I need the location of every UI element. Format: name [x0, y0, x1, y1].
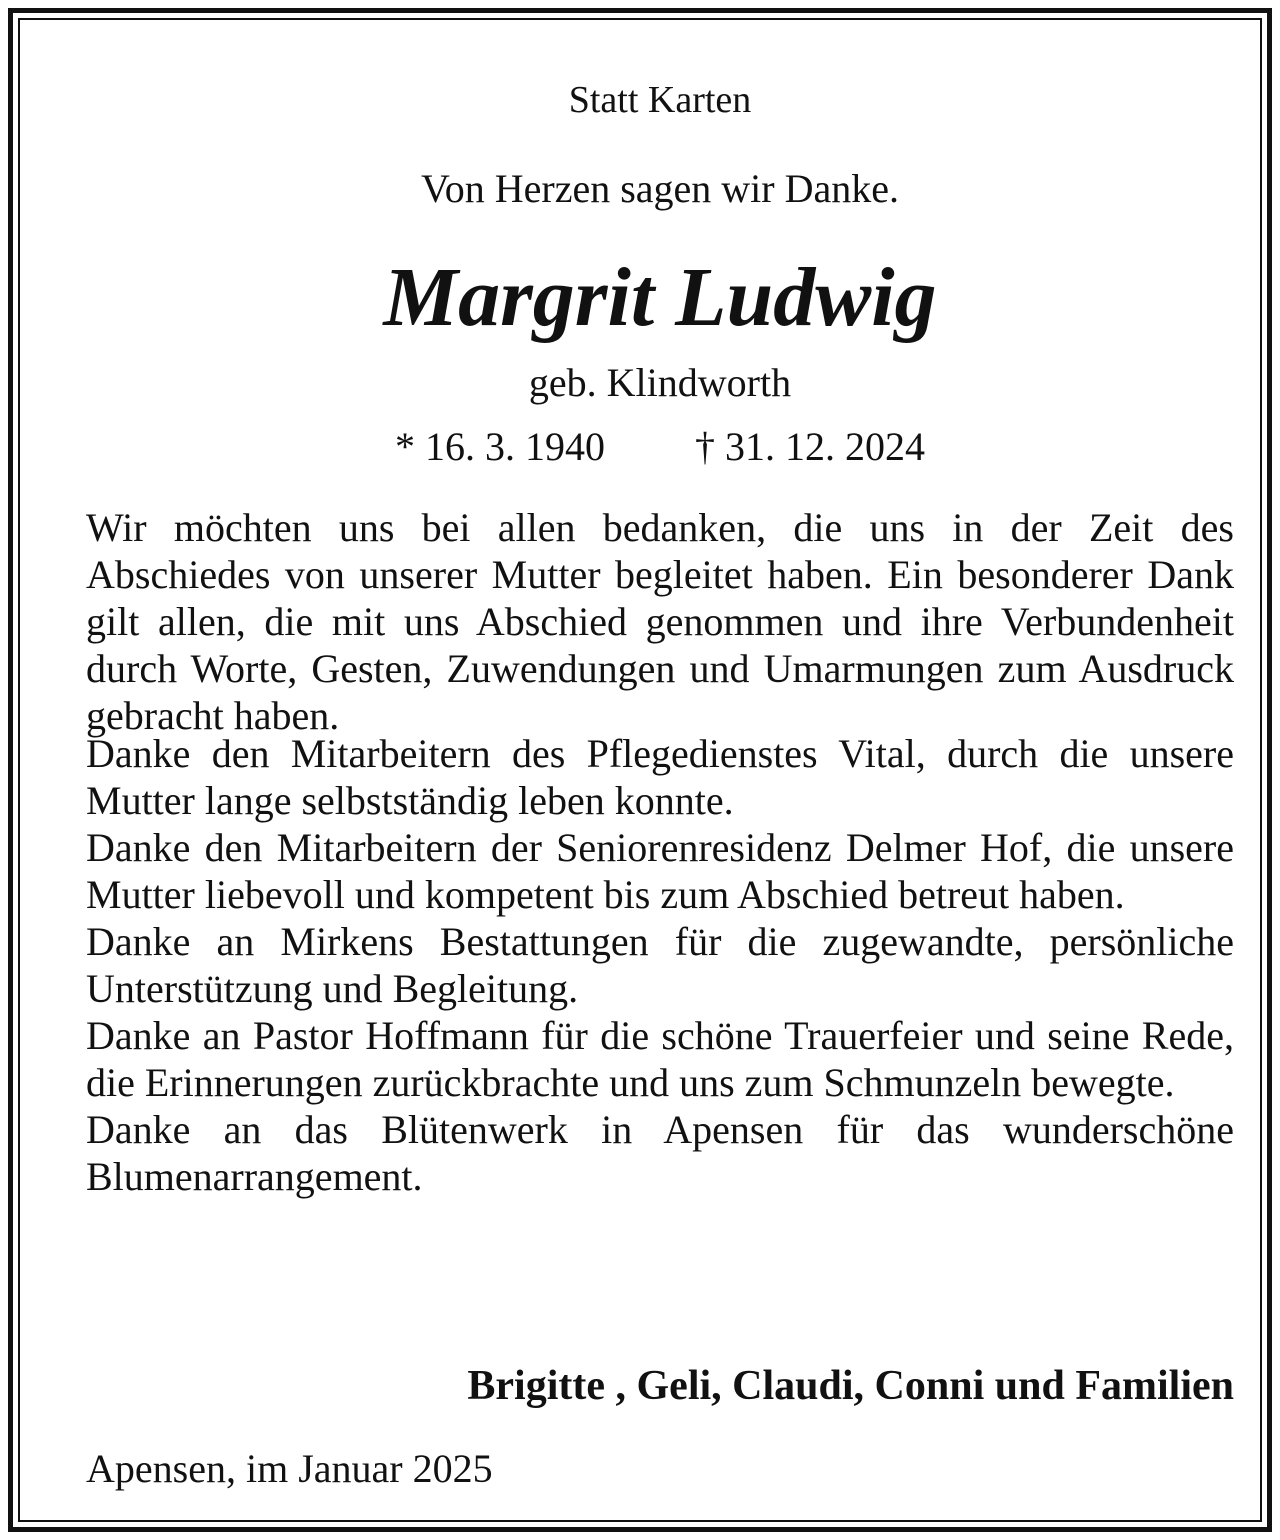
notice-frame — [18, 18, 1262, 1522]
signers: Brigitte , Geli, Claudi, Conni und Familien — [467, 1363, 1234, 1409]
thanks-item: Danke an das Blütenwerk in Apensen für das wunderschöne Blumenarrangement. — [86, 1107, 1234, 1199]
notice-header: Statt Karten — [568, 79, 752, 121]
thanks-list — [86, 730, 1234, 1200]
maiden-name: geb. Klindworth — [528, 360, 792, 405]
thanks-item: Danke an Mirkens Bestattungen für die zugewandte, persönliche Unterstützung und Begleitung. — [86, 919, 1234, 1011]
intro-paragraph: Wir möchten uns bei allen bedanken, die uns in der Zeit des Abschiedes von unserer Mutter begleitet haben. Ein besonderer Dank gilt allen, die mit uns Abschied genommen und ihre Verbundenheit durch Worte, Gesten, Zuwendungen und Umarmungen zum Ausdruck gebracht haben. — [86, 505, 1234, 738]
thanks-item: Danke an Pastor Hoffmann für die schöne Trauerfeier und seine Rede, die Erinnerungen zurückbrachte und uns zum Schmunzeln bewegte. — [86, 1013, 1234, 1105]
place-and-date: Apensen, im Januar 2025 — [86, 1446, 493, 1491]
birth-date: * 16. 3. 1940 — [395, 424, 605, 469]
thanks-item: Danke den Mitarbeitern der Seniorenresidenz Delmer Hof, die unsere Mutter liebevoll und kompetent bis zum Abschied betreut haben. — [86, 825, 1234, 917]
life-dates — [86, 422, 1234, 472]
deceased-name: Margrit Ludwig — [383, 251, 937, 344]
death-date: † 31. 12. 2024 — [695, 424, 925, 469]
thanks-item: Danke den Mitarbeitern des Pflegedienstes Vital, durch die unsere Mutter lange selbstständig leben konnte. — [86, 731, 1234, 823]
thank-you-greeting: Von Herzen sagen wir Danke. — [421, 166, 899, 211]
